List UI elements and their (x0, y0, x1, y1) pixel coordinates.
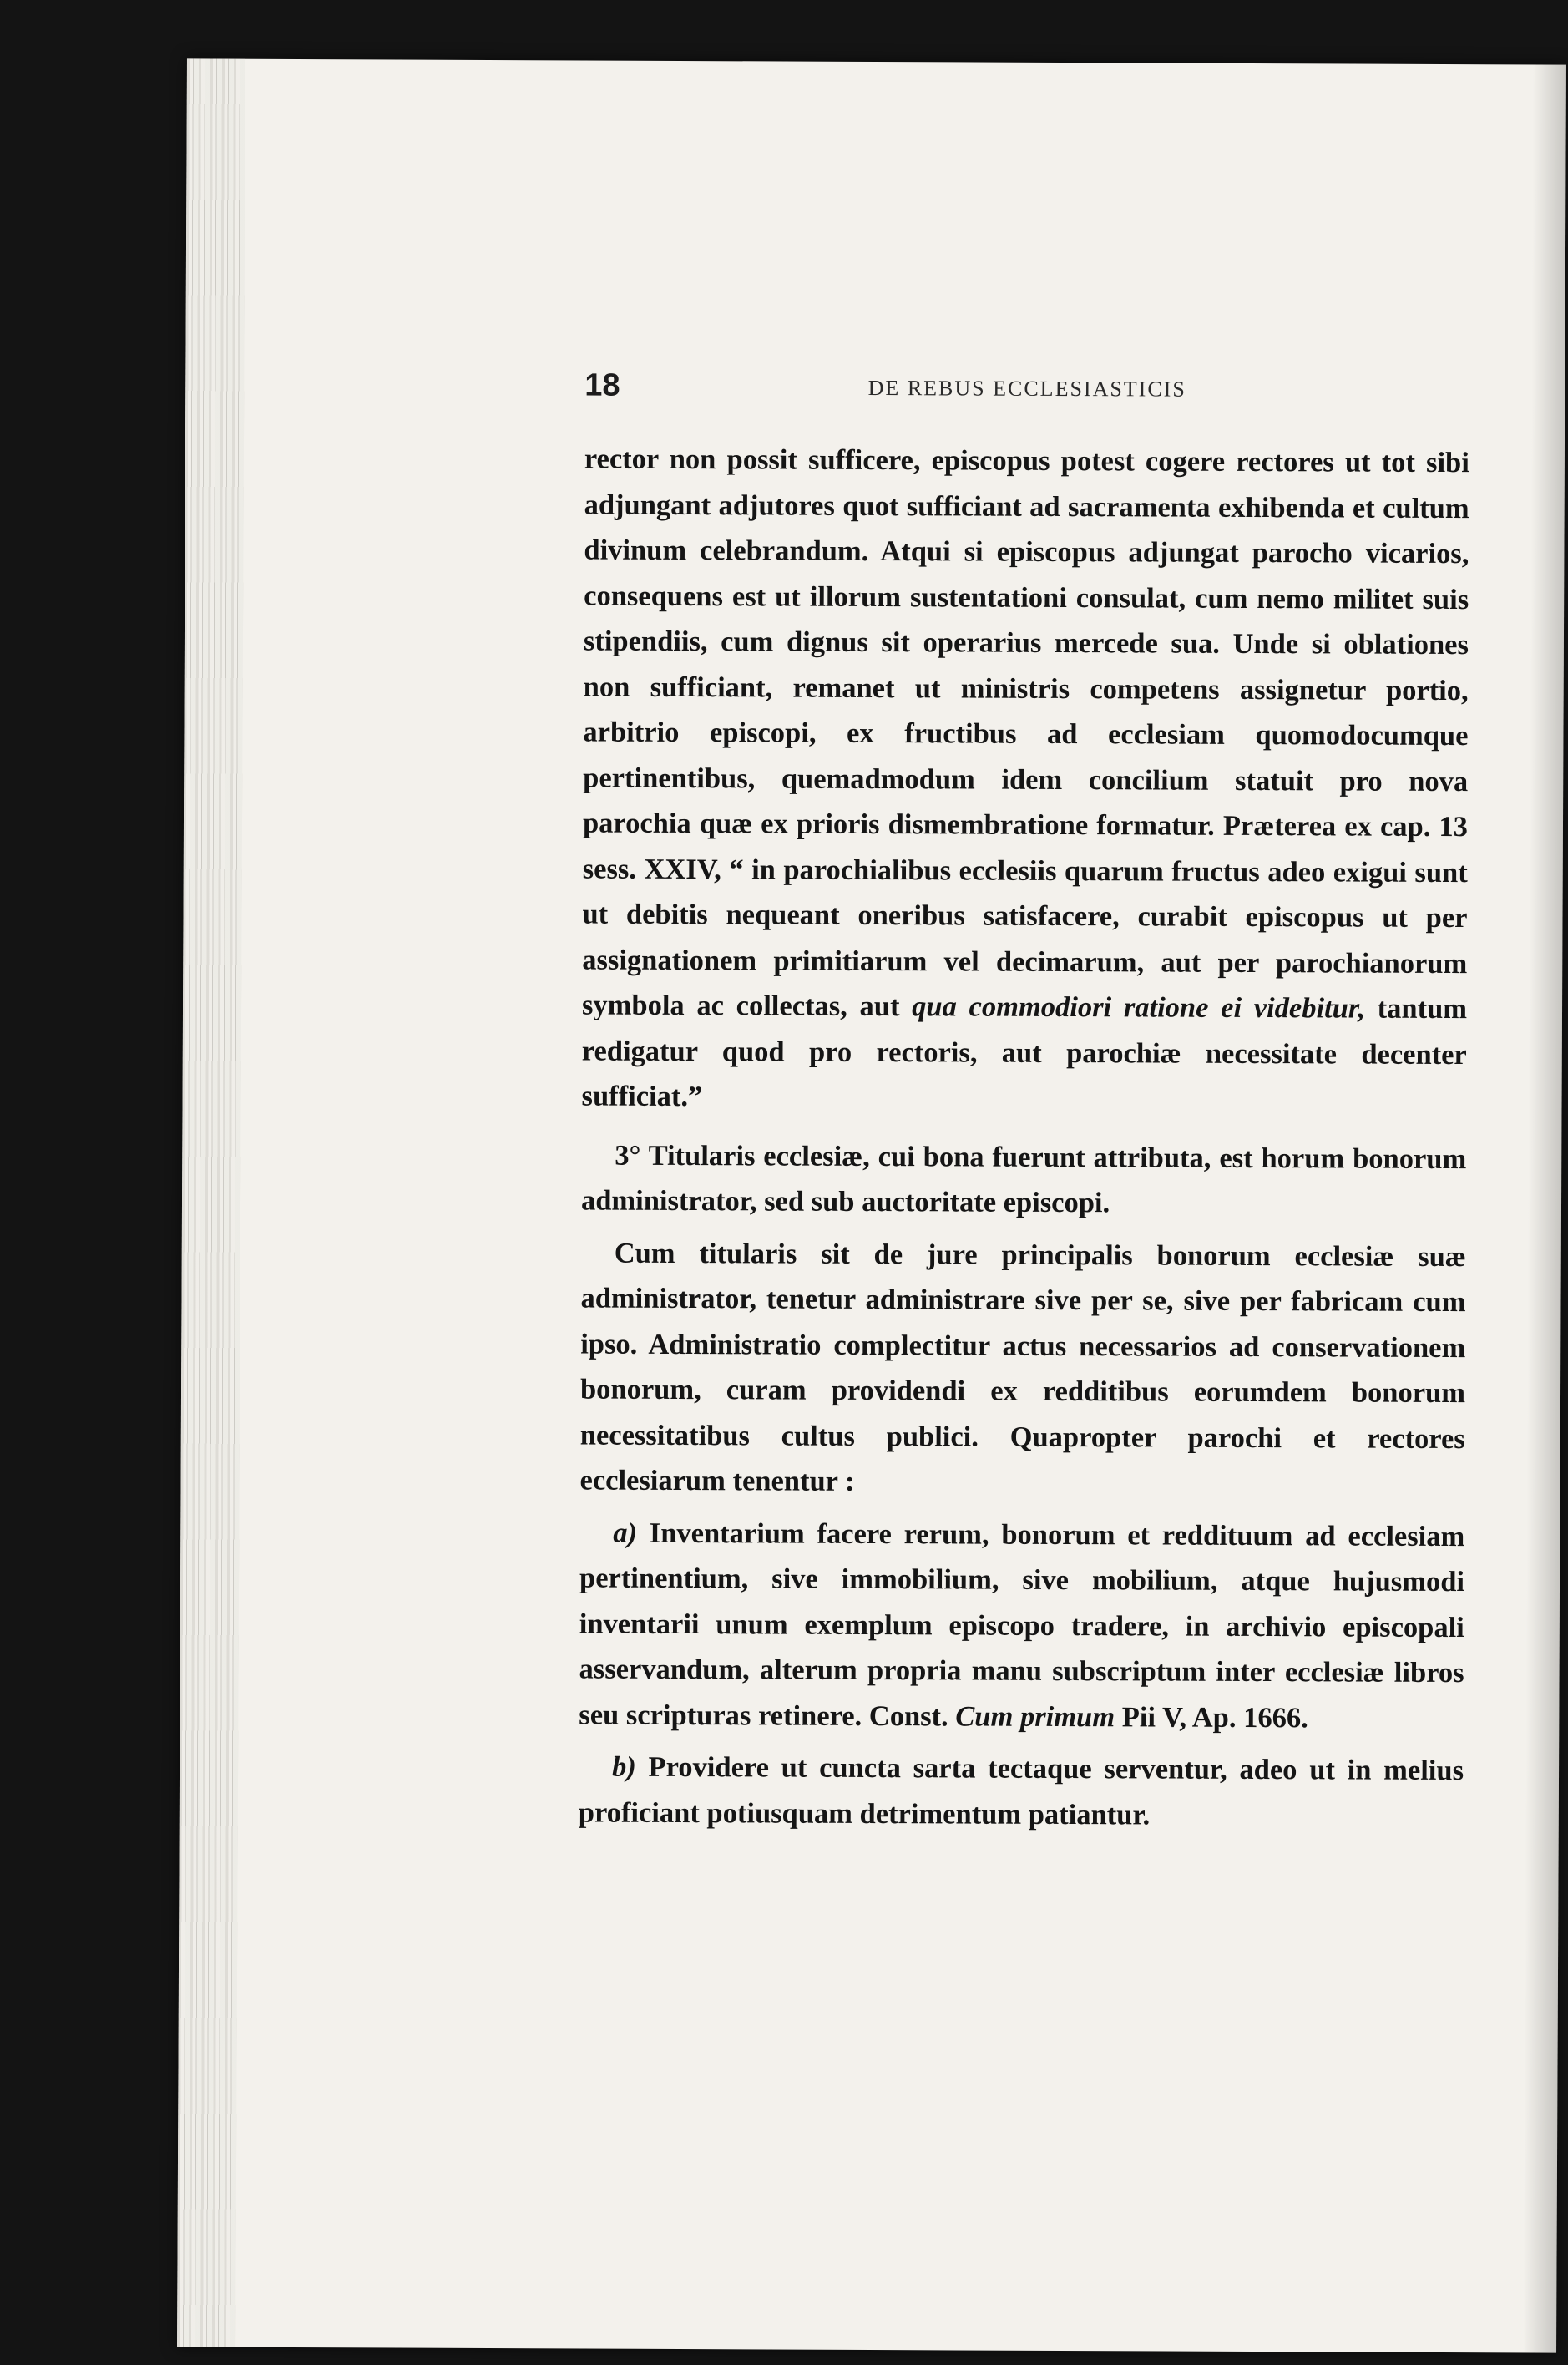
paragraph-2: 3° Titularis ecclesiæ, cui bona fuerunt attributa, est horum bonorum administrator, sed sub auctoritate episcopi. (580, 1139, 1467, 1219)
page-number: 18 (584, 367, 620, 403)
body-text (579, 436, 1469, 1839)
paragraph-1 (581, 436, 1469, 1122)
paragraph-4-text: Inventarium facere rerum, bonorum et reddituum ad ecclesiam pertinentium, sive immobilium, sive mobilium, atque hujusmodi inventarii unum exemplum episcopo tradere, in archivio episcopali asservandum, alterum propria manu subscriptum inter ecclesiæ libros seu scripturas retinere. Const. (579, 1517, 1465, 1732)
paragraph-3: Cum titularis sit de jure principalis bonorum ecclesiæ suæ administrator, tenetur administrare sive per se, sive per fabricam cum ipso. Administratio complectitur actus necessarios ad conservationem bonorum, curam providendi ex redditibus eorumdem bonorum necessitatibus cultus publici. Quapropter parochi et rectores ecclesiarum tenentur : (579, 1237, 1466, 1497)
paragraph-4 (579, 1510, 1464, 1741)
book-page (177, 58, 1566, 2352)
running-title: DE REBUS ECCLESIASTICIS (867, 375, 1186, 402)
paragraph-1-italic: qua commodiori ratione ei videbitur, (912, 990, 1366, 1025)
paragraph-4-italic: Cum primum (955, 1699, 1115, 1733)
paragraph-4-marker: a) (613, 1517, 638, 1549)
paragraph-4-end: Pii V, Ap. 1666. (1121, 1700, 1308, 1734)
paragraph-5 (579, 1744, 1464, 1839)
paragraph-5-marker: b) (611, 1750, 636, 1783)
page-edge-right (1523, 64, 1566, 2352)
paragraph-5-text: Providere ut cuncta sarta tectaque serventur, adeo ut in melius proficiant potiusquam detrimentum patiantur. (578, 1750, 1464, 1831)
page-edge-left (177, 58, 245, 2347)
paragraph-1-end: tantum redigatur quod pro rectoris, aut parochiæ necessitate decenter sufficiat.” (581, 992, 1468, 1113)
page-header (584, 367, 1469, 422)
paragraph-1-text: rector non possit sufficere, episcopus potest cogere rectores ut tot sibi adjungant adjutores quot sufficiant ad sacramenta exhibenda et cultum divinum celebrandum. Atqui si episcopus adjungat parocho vicarios, consequens est ut illorum sustentationi consulat, cum nemo militet suis stipendiis, cum dignus sit operarius mercede sua. Unde si oblationes non sufficiant, remanet ut ministris competens assignetur portio, arbitrio episcopi, ex fructibus ad ecclesiam quomodocumque pertinentibus, quemadmodum idem concilium statuit pro nova parochia quæ ex prioris dismembratione formatur. Præterea ex cap. 13 sess. XXIV, “ in parochialibus ecclesiis quarum fructus adeo exigui sunt ut debitis nequeant oneribus satisfacere, curabit episcopus ut per assignationem primitiarum vel decimarum, aut per parochianorum symbola ac collectas, aut (581, 443, 1469, 1023)
